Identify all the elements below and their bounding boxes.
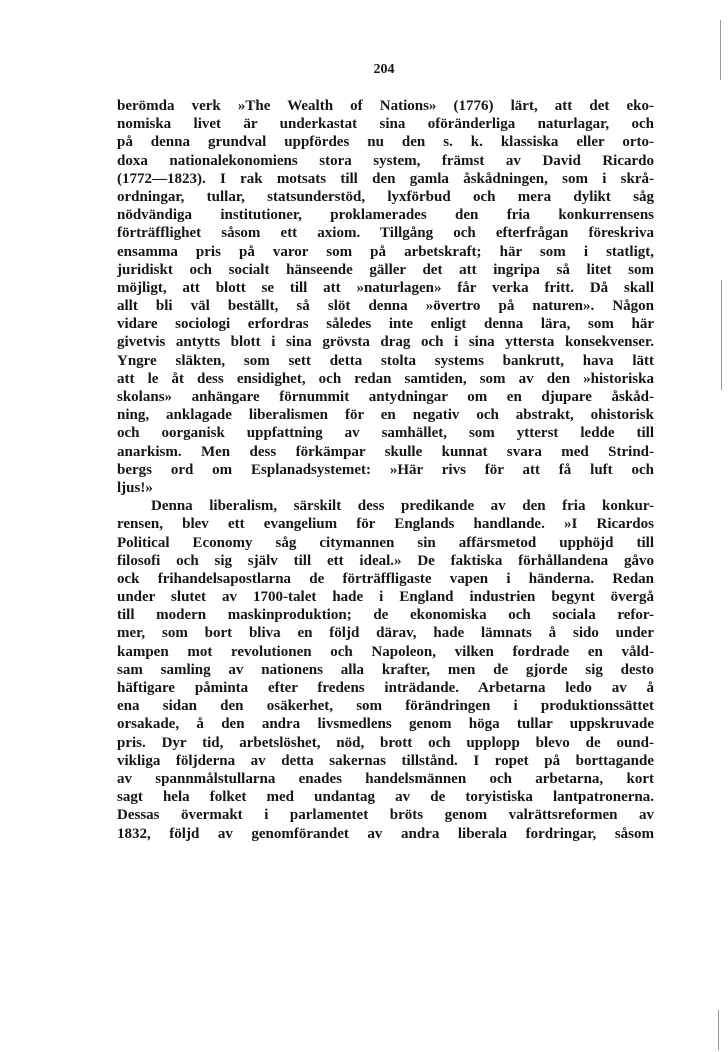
text-line: filosofi och sig själv till ett ideal.» De faktiska förhållandena gåvo [117, 552, 654, 569]
text-line: kampen mot revolutionen och Napoleon, vilken fordrade en våld- [117, 643, 654, 660]
text-line: bergs ord om Esplanadsystemet: »Här rivs för att få luft och [117, 461, 654, 478]
text-line: berömda verk »The Wealth of Nations» (1776) lärt, att det eko- [117, 98, 654, 114]
text-line: (1772—1823). I rak motsats till den gamla åskådningen, som i skrå- [117, 170, 654, 187]
text-line: doxa nationalekonomiens stora system, främst av David Ricardo [117, 152, 654, 169]
text-line: anarkism. Men dess förkämpar skulle kunnat svara med Strind- [117, 443, 654, 460]
text-line: givetvis antytts blott i sina grövsta drag och i sina yttersta konsekvenser. [117, 334, 654, 351]
text-line: förträfflighet såsom ett axiom. Tillgång och efterfrågan föreskriva [117, 225, 654, 242]
text-line: juridiskt och socialt hänseende gäller det att ingripa så litet som [117, 261, 654, 278]
text-line: ning, anklagade liberalismen för en negativ och abstrakt, ohistorisk [117, 407, 654, 424]
text-line: vikliga följderna av detta sakernas tillstånd. I ropet på borttagande [117, 752, 654, 769]
body-text [117, 97, 654, 843]
scan-edge-mark [720, 20, 721, 80]
text-line: Yngre släkten, som sett detta stolta systems bankrutt, hava lätt [117, 352, 654, 369]
text-line: av spannmålstullarna enades handelsmännen och arbetarna, kort [117, 770, 654, 787]
text-line: ensamma pris på varor som på arbetskraft; här som i statligt, [117, 243, 654, 260]
text-line: under slutet av 1700-talet hade i England industrien begynt övergå [117, 589, 654, 606]
text-line: till modern maskinproduktion; de ekonomiska och sociala refor- [117, 607, 654, 624]
text-line: 1832, följd av genomförandet av andra liberala fordringar, såsom [117, 825, 654, 842]
text-line: skolans» anhängare förnummit antydningar om en djupare åskåd- [117, 389, 654, 405]
page-number: 204 [373, 62, 395, 77]
text-line: mer, som bort bliva en följd därav, hade lämnats å sido under [117, 625, 654, 642]
text-line: rensen, blev ett evangelium för Englands handlande. »I Ricardos [117, 516, 654, 533]
scan-edge-mark [721, 280, 722, 390]
text-line: ock frihandelsapostlarna de förträffligaste vapen i händerna. Redan [117, 570, 654, 587]
text-line: sagt hela folket med undantag av de toryistiska lantpatronerna. [117, 789, 654, 806]
text-line: ljus!» [117, 479, 153, 496]
text-line: och oorganisk uppfattning av samhället, som ytterst ledde till [117, 425, 654, 442]
text-line: möjligt, att blott se till att »naturlagen» får verka fritt. Då skall [117, 279, 654, 296]
text-line: allt bli väl beställt, så slöt denna »övertro på naturen». Någon [117, 298, 654, 315]
text-line: Dessas övermakt i parlamentet bröts genom valrättsreformen av [117, 807, 654, 824]
text-line: nomiska livet är underkastat sina oföränderliga naturlagar, och [117, 116, 654, 133]
text-line: på denna grundval uppfördes nu den s. k. klassiska eller orto- [117, 134, 654, 151]
text-line: Political Economy såg citymannen sin affärsmetod upphöjd till [117, 534, 654, 551]
text-line: ena sidan den osäkerhet, som förändringen i produktionssättet [117, 698, 654, 715]
text-line: sam samling av nationens alla krafter, men de gjorde sig desto [117, 661, 654, 678]
text-line: nödvändiga institutioner, proklamerades den fria konkurrensens [117, 207, 654, 224]
text-line: Denna liberalism, särskilt dess predikande av den fria konkur- [151, 498, 654, 515]
text-line: pris. Dyr tid, arbetslöshet, nöd, brott och upplopp blevo de ound- [117, 734, 654, 751]
text-line: vidare sociologi erfordras således inte enligt denna lära, som här [117, 316, 654, 333]
text-line: orsakade, å den andra livsmedlens genom höga tullar uppskruvade [117, 716, 654, 733]
text-line: att le åt dess ensidighet, och redan samtiden, som av den »historiska [117, 370, 654, 387]
text-line: häftigare påminta efter fredens inträdande. Arbetarna ledo av å [117, 680, 654, 696]
scan-edge-mark [718, 1010, 719, 1050]
text-line: ordningar, tullar, statsunderstöd, lyxförbud och mera dylikt såg [117, 188, 654, 205]
